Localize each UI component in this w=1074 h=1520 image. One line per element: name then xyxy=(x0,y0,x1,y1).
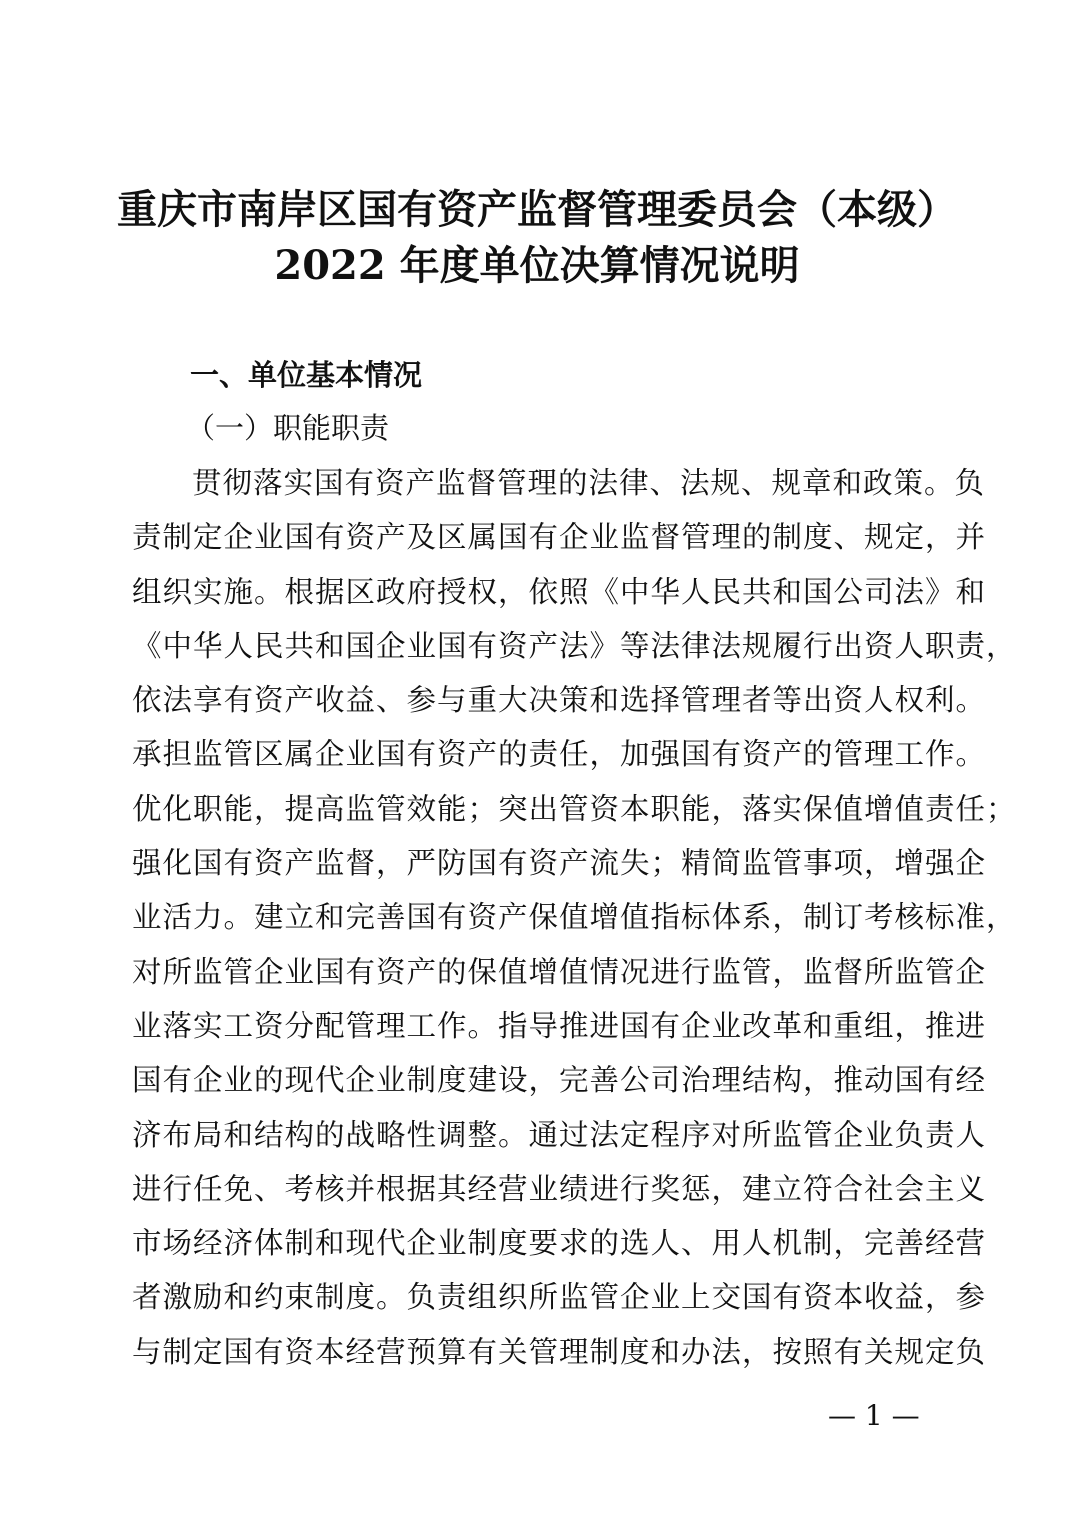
body-line: 强化国有资产监督，严防国有资产流失；精简监管事项，增强企 xyxy=(132,846,987,881)
section-heading: 一、单位基本情况 xyxy=(190,358,423,392)
body-line: 进行任免、考核并根据其经营业绩进行奖惩，建立符合社会主义 xyxy=(132,1171,987,1206)
document-title-line-1: 重庆市南岸区国有资产监督管理委员会（本级） xyxy=(117,186,957,233)
page-number: — 1 — xyxy=(828,1399,920,1432)
body-line: 依法享有资产收益、参与重大决策和选择管理者等出资人权利。 xyxy=(132,683,987,718)
body-line: 与制定国有资本经营预算有关管理制度和办法，按照有关规定负 xyxy=(132,1334,987,1369)
body-line: 责制定企业国有资产及区属国有企业监督管理的制度、规定，并 xyxy=(132,520,987,555)
body-line: 者激励和约束制度。负责组织所监管企业上交国有资本收益，参 xyxy=(132,1280,987,1315)
body-line: 市场经济体制和现代企业制度要求的选人、用人机制，完善经营 xyxy=(132,1226,987,1261)
body-line: 对所监管企业国有资产的保值增值情况进行监管，监督所监管企 xyxy=(132,954,987,989)
body-line: 国有企业的现代企业制度建设，完善公司治理结构，推动国有经 xyxy=(132,1063,987,1098)
body-line: 业活力。建立和完善国有资产保值增值指标体系，制订考核标准， xyxy=(132,900,1017,935)
subsection-heading: （一）职能职责 xyxy=(186,411,390,445)
body-line: 业落实工资分配管理工作。指导推进国有企业改革和重组，推进 xyxy=(132,1008,987,1043)
body-line: 济布局和结构的战略性调整。通过法定程序对所监管企业负责人 xyxy=(132,1117,987,1152)
body-line: 《中华人民共和国企业国有资产法》等法律法规履行出资人职责， xyxy=(132,628,1017,663)
document-title-line-2: 2022 年度单位决算情况说明 xyxy=(274,242,800,289)
body-line: 组织实施。根据区政府授权，依照《中华人民共和国公司法》和 xyxy=(132,574,987,609)
body-paragraph xyxy=(132,460,1017,1383)
body-line: 贯彻落实国有资产监督管理的法律、法规、规章和政策。负 xyxy=(192,466,986,500)
body-line: 承担监管区属企业国有资产的责任，加强国有资产的管理工作。 xyxy=(132,737,987,772)
body-line: 优化职能，提高监管效能；突出管资本职能，落实保值增值责任； xyxy=(132,791,1017,826)
